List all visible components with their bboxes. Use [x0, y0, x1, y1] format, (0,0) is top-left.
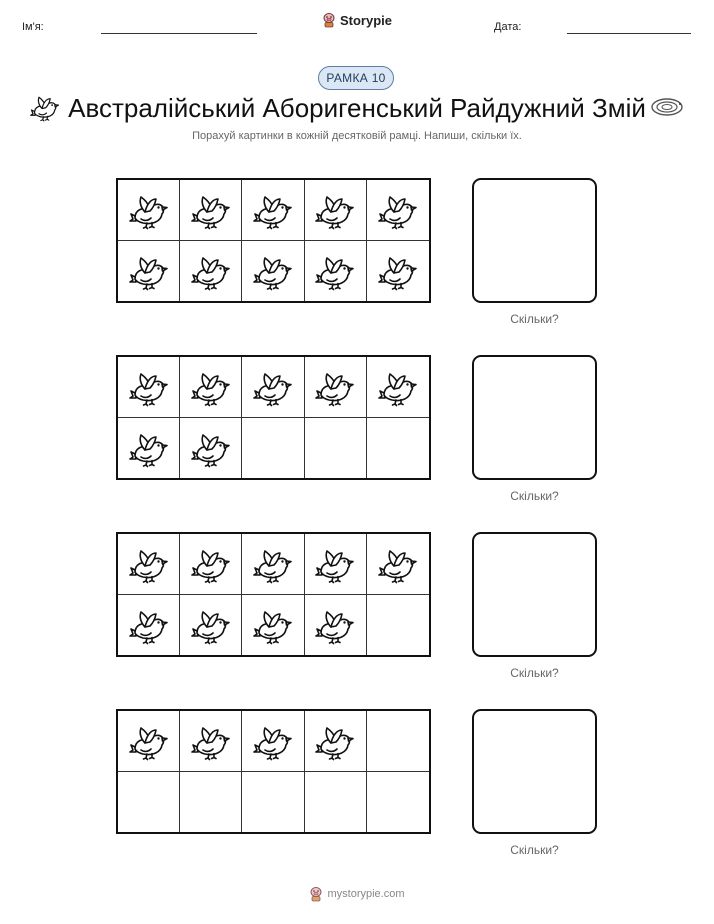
name-line[interactable]: [101, 33, 257, 34]
ten-frame-cell: [305, 595, 367, 656]
date-label: Дата:: [494, 21, 522, 33]
ten-frame: [116, 178, 431, 303]
footer: [0, 886, 714, 902]
bird-icon: [191, 605, 231, 645]
bird-icon: [191, 428, 231, 468]
pig-mascot-icon: [309, 886, 323, 902]
bird-icon: [315, 367, 355, 407]
ten-frame-cell: [242, 180, 304, 241]
bird-icon: [129, 190, 169, 230]
ten-frame-cell: [242, 534, 304, 595]
ten-frame-cell: [242, 711, 304, 772]
pig-mascot-icon: [322, 12, 336, 28]
ten-frame-cell: [367, 418, 429, 479]
how-many-label: Скільки?: [510, 312, 559, 326]
ten-frame-cell: [118, 180, 180, 241]
instructions: Порахуй картинки в кожній десятковій рамці. Напиши, скільки їх.: [192, 130, 522, 142]
ten-frame: [116, 709, 431, 834]
bird-icon: [129, 367, 169, 407]
ten-frame-cell: [367, 595, 429, 656]
bird-icon: [315, 721, 355, 761]
answer-box[interactable]: [472, 532, 597, 657]
ten-frame-cell: [242, 418, 304, 479]
bird-icon: [253, 367, 293, 407]
ten-frame-cell: [305, 534, 367, 595]
ten-frame-cell: [118, 772, 180, 833]
ten-frame-cell: [242, 241, 304, 302]
ten-frame-cell: [305, 418, 367, 479]
bird-icon: [191, 367, 231, 407]
bird-icon: [191, 251, 231, 291]
answer-box[interactable]: [472, 355, 597, 480]
bird-icon: [315, 605, 355, 645]
bird-icon: [253, 190, 293, 230]
bird-icon: [253, 544, 293, 584]
ten-frame-cell: [118, 595, 180, 656]
bird-icon: [129, 544, 169, 584]
ten-frame-cell: [367, 357, 429, 418]
ten-frame-cell: [180, 534, 242, 595]
ten-frame-cell: [367, 180, 429, 241]
ten-frame-cell: [367, 772, 429, 833]
ten-frame-cell: [180, 711, 242, 772]
bird-icon: [129, 721, 169, 761]
ten-frame-cell: [180, 595, 242, 656]
ten-frame-cell: [118, 418, 180, 479]
bird-icon: [129, 251, 169, 291]
bird-icon: [253, 721, 293, 761]
ten-frame-cell: [118, 241, 180, 302]
name-label: Ім'я:: [22, 21, 44, 33]
how-many-label: Скільки?: [510, 843, 559, 857]
bird-icon: [378, 251, 418, 291]
bird-icon: [253, 251, 293, 291]
ten-frame: [116, 355, 431, 480]
coiled-snake-icon: [650, 96, 684, 123]
ten-frame-cell: [118, 534, 180, 595]
ten-frame-cell: [118, 711, 180, 772]
bird-icon: [315, 544, 355, 584]
ten-frame-cell: [305, 711, 367, 772]
bird-icon: [378, 367, 418, 407]
ten-frame-cell: [305, 180, 367, 241]
bird-icon: [191, 544, 231, 584]
ten-frame-cell: [180, 772, 242, 833]
date-line[interactable]: [567, 33, 691, 34]
bird-icon: [378, 544, 418, 584]
ten-frame: [116, 532, 431, 657]
bird-icon: [191, 190, 231, 230]
ten-frame-cell: [242, 357, 304, 418]
ten-frame-cell: [242, 772, 304, 833]
bird-icon: [315, 190, 355, 230]
footer-url: mystorypie.com: [327, 888, 405, 900]
ten-frame-cell: [118, 357, 180, 418]
answer-box[interactable]: [472, 178, 597, 303]
bird-icon: [129, 605, 169, 645]
ten-frame-cell: [367, 534, 429, 595]
how-many-label: Скільки?: [510, 489, 559, 503]
ten-frame-cell: [242, 595, 304, 656]
ten-frame-cell: [367, 241, 429, 302]
bird-icon: [378, 190, 418, 230]
bird-icon: [315, 251, 355, 291]
bird-icon: [191, 721, 231, 761]
bird-icon: [129, 428, 169, 468]
how-many-label: Скільки?: [510, 666, 559, 680]
ten-frame-cell: [180, 241, 242, 302]
ten-frame-cell: [305, 357, 367, 418]
bird-icon: [253, 605, 293, 645]
ten-frame-cell: [180, 357, 242, 418]
ten-frame-cell: [180, 418, 242, 479]
brand-name: Storypie: [339, 12, 392, 28]
brand-logo: [0, 12, 714, 28]
ten-frame-cell: [305, 241, 367, 302]
worksheet-type-badge: РАМКА 10: [318, 66, 394, 90]
ten-frame-cell: [305, 772, 367, 833]
answer-box[interactable]: [472, 709, 597, 834]
ten-frame-cell: [180, 180, 242, 241]
page-title: Австралійський Аборигенський Райдужний Змій: [68, 93, 646, 123]
ten-frame-cell: [367, 711, 429, 772]
